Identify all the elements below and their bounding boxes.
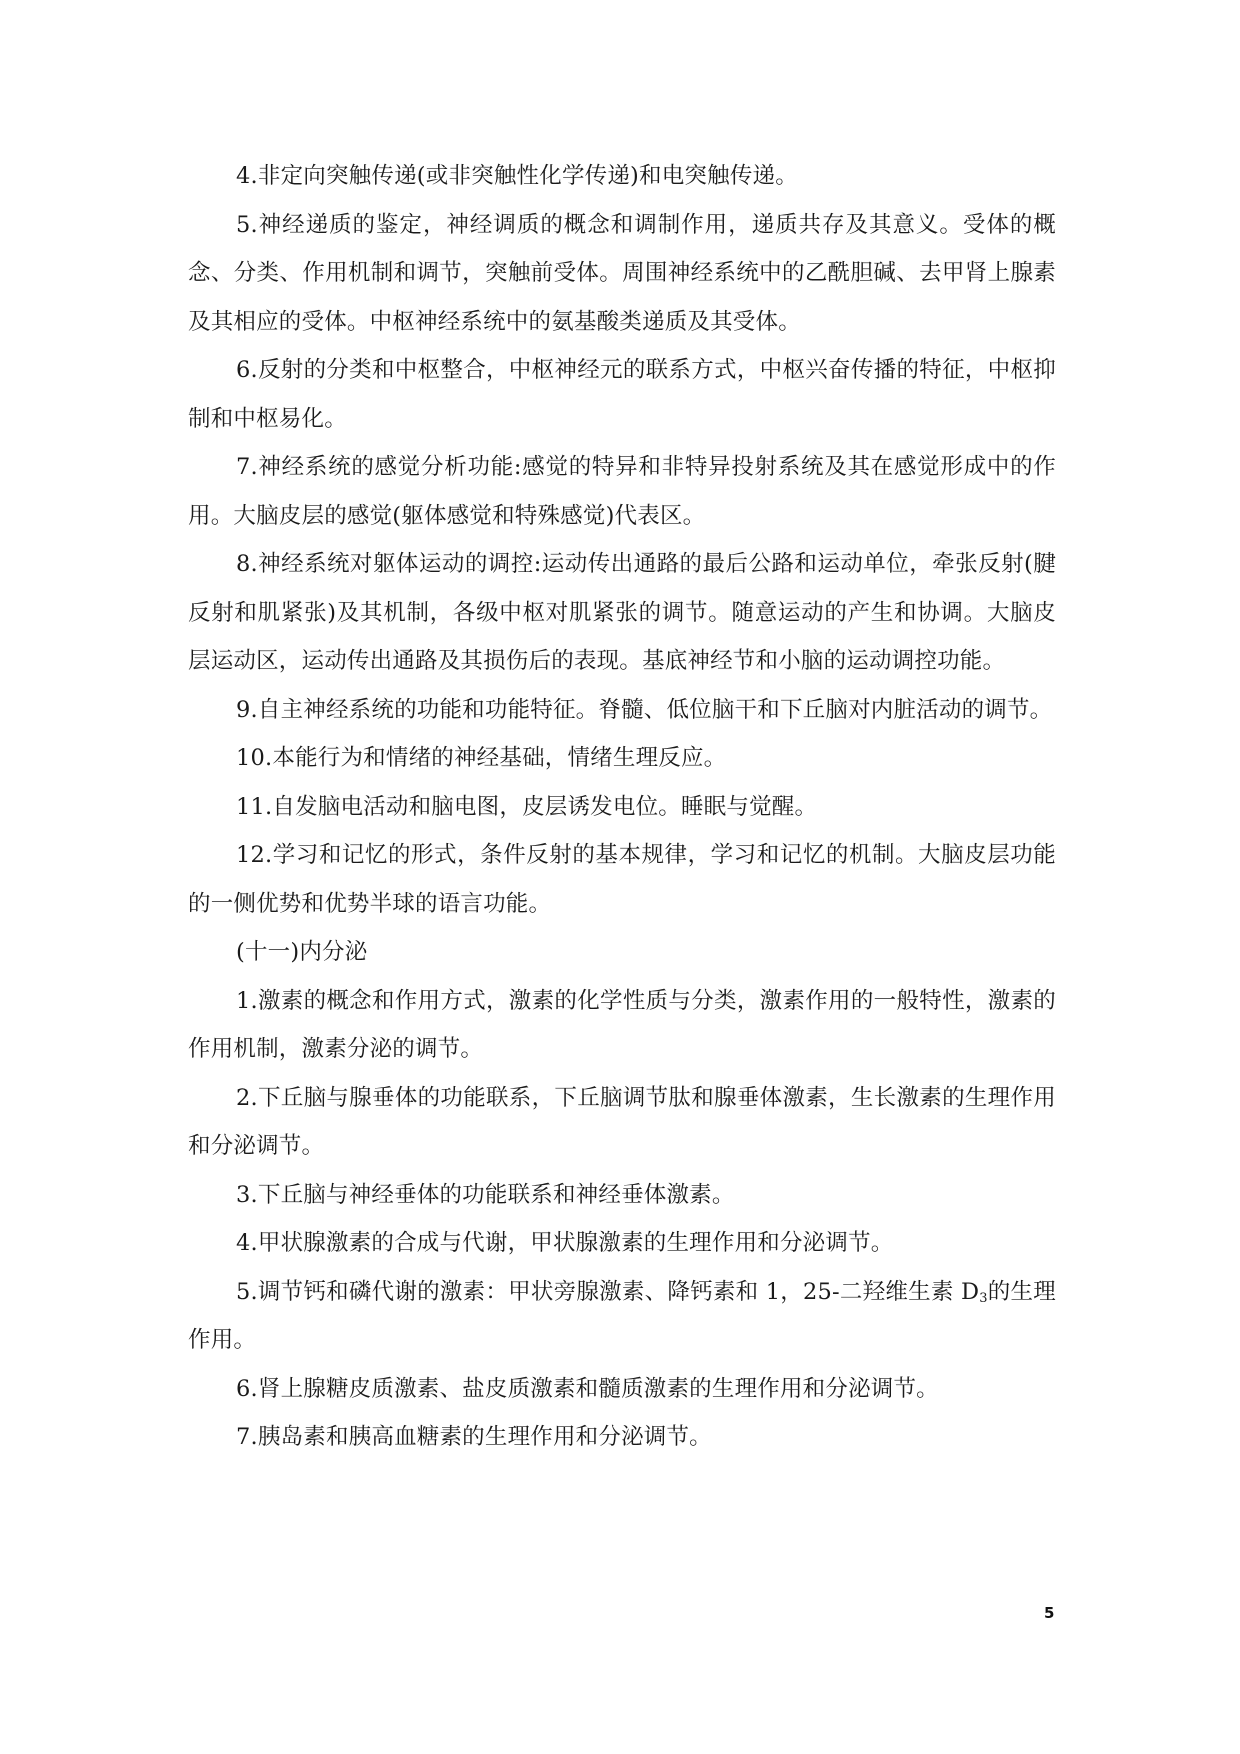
- paragraph-nervous-9: 9.自主神经系统的功能和功能特征。脊髓、低位脑干和下丘脑对内脏活动的调节。: [236, 696, 1053, 723]
- paragraph-nervous-11: 11.自发脑电活动和脑电图，皮层诱发电位。睡眠与觉醒。: [236, 793, 818, 820]
- document-page-body: [188, 152, 1056, 1462]
- paragraph-endocrine-7: 7.胰岛素和胰高血糖素的生理作用和分泌调节。: [236, 1424, 712, 1450]
- subscript-3: 3: [979, 1290, 988, 1306]
- paragraph-endocrine-3: 3.下丘脑与神经垂体的功能联系和神经垂体激素。: [236, 1181, 735, 1208]
- page-number: 5: [1044, 1604, 1055, 1622]
- paragraph-endocrine-6: 6.肾上腺糖皮质激素、盐皮质激素和髓质激素的生理作用和分泌调节。: [236, 1375, 939, 1402]
- paragraph-endocrine-5-text-after: 的生理作用。: [188, 1278, 1056, 1353]
- paragraph-nervous-10: 10.本能行为和情绪的神经基础，情绪生理反应。: [236, 745, 727, 771]
- paragraph-endocrine-4: 4.甲状腺激素的合成与代谢，甲状腺激素的生理作用和分泌调节。: [236, 1230, 894, 1256]
- paragraph-endocrine-2: 2.下丘脑与腺垂体的功能联系，下丘脑调节肽和腺垂体激素，生长激素的生理作用和分泌调节。: [188, 1084, 1056, 1159]
- paragraph-endocrine-5-text: 5.调节钙和磷代谢的激素：甲状旁腺激素、降钙素和 1，25-二羟维生素 D: [236, 1278, 980, 1305]
- paragraph-nervous-4: 4.非定向突触传递(或非突触性化学传递)和电突触传递。: [236, 163, 798, 189]
- section-heading-endocrine: (十一)内分泌: [236, 939, 368, 965]
- paragraph-nervous-12: 12.学习和记忆的形式，条件反射的基本规律，学习和记忆的机制。大脑皮层功能的一侧优势和优势半球的语言功能。: [188, 842, 1056, 917]
- paragraph-endocrine-1: 1.激素的概念和作用方式，激素的化学性质与分类，激素作用的一般特性，激素的作用机制，激素分泌的调节。: [188, 987, 1056, 1062]
- paragraph-nervous-5: 5.神经递质的鉴定，神经调质的概念和调制作用，递质共存及其意义。受体的概念、分类、作用机制和调节，突触前受体。周围神经系统中的乙酰胆碱、去甲肾上腺素及其相应的受体。中枢神经系统中的氨基酸类递质及其受体。: [188, 211, 1056, 335]
- paragraph-nervous-7: 7.神经系统的感觉分析功能:感觉的特异和非特异投射系统及其在感觉形成中的作用。大脑皮层的感觉(躯体感觉和特殊感觉)代表区。: [188, 454, 1056, 529]
- paragraph-nervous-6: 6.反射的分类和中枢整合，中枢神经元的联系方式，中枢兴奋传播的特征，中枢抑制和中枢易化。: [188, 357, 1056, 432]
- paragraph-endocrine-5: [188, 1268, 1056, 1365]
- paragraph-nervous-8: 8.神经系统对躯体运动的调控:运动传出通路的最后公路和运动单位，牵张反射(腱反射和肌紧张)及其机制，各级中枢对肌紧张的调节。随意运动的产生和协调。大脑皮层运动区，运动传出通路及其损伤后的表现。基底神经节和小脑的运动调控功能。: [188, 551, 1056, 674]
